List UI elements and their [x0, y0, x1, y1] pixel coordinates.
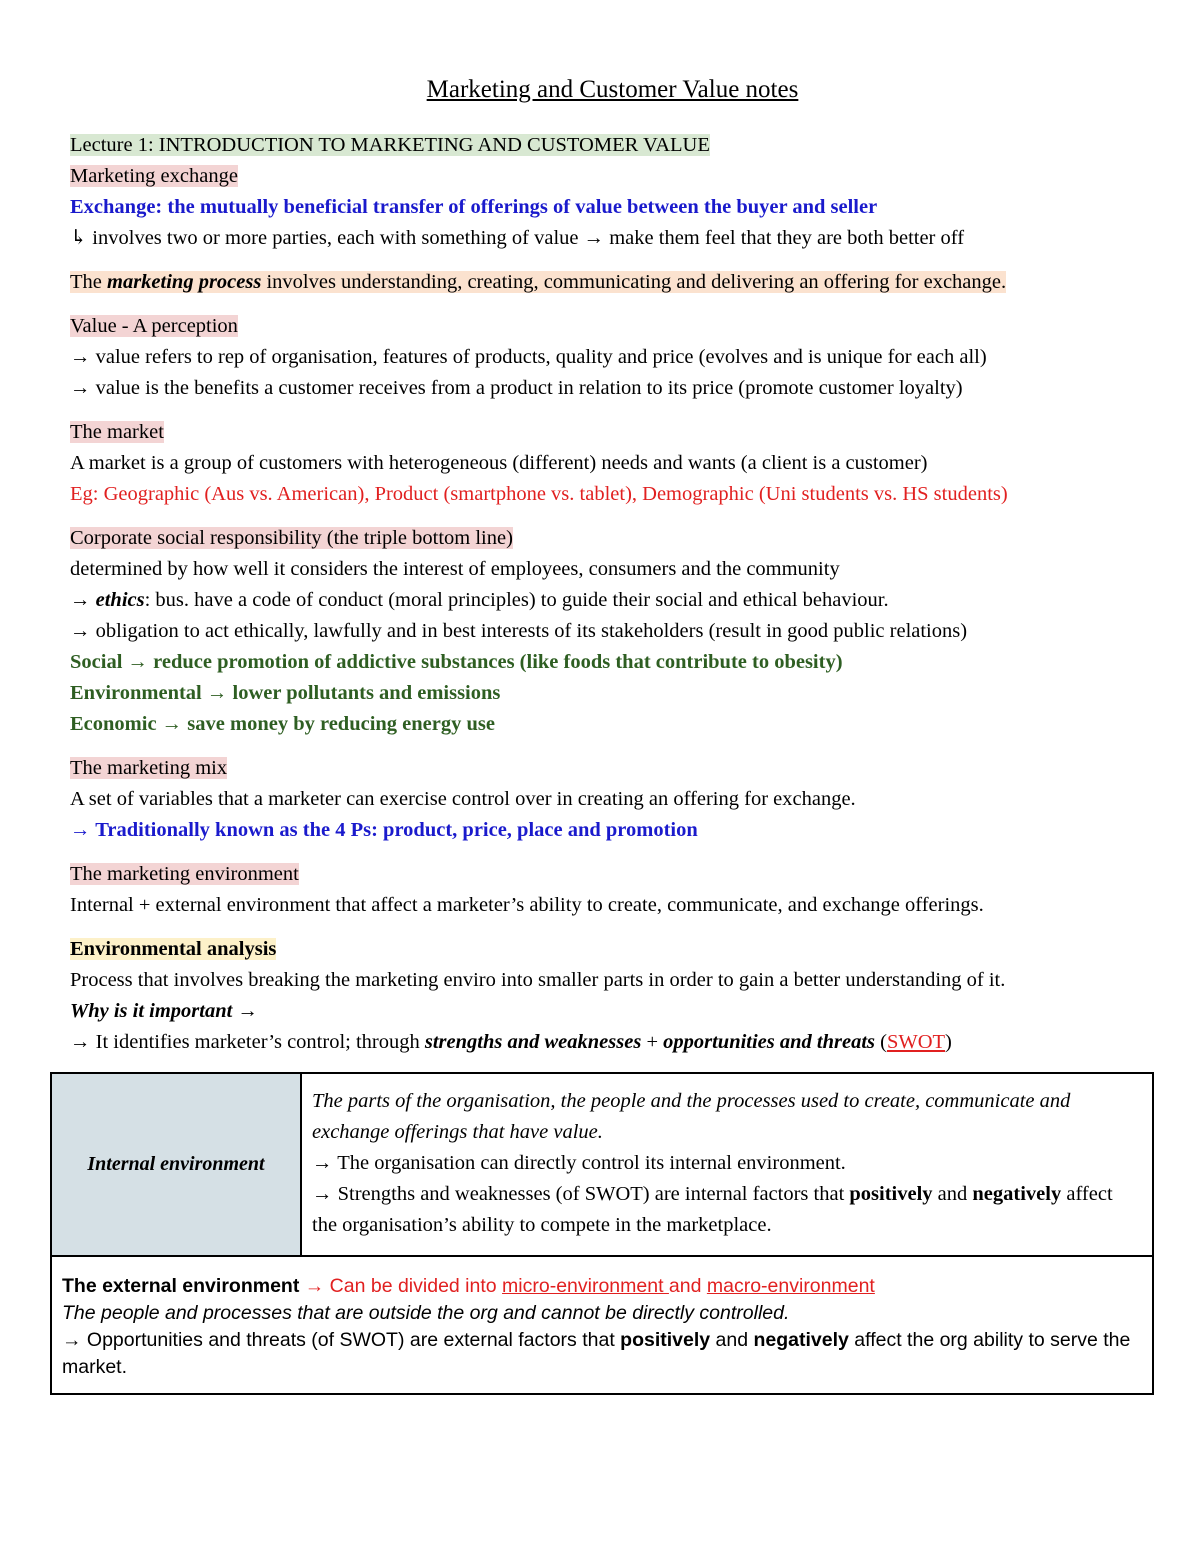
external-heading-line	[62, 1273, 1142, 1300]
document-page	[70, 70, 1155, 1058]
internal-negatively: negatively	[972, 1183, 1062, 1205]
csr-environmental: Environmental → lower pollutants and emissions	[70, 682, 501, 704]
process-text-after: involves understanding, creating, communicating and delivering an offering for exchange.	[261, 271, 1007, 293]
internal-control: → The organisation can directly control its internal environment.	[312, 1152, 846, 1174]
external-arrow-text: → Can be divided into	[299, 1275, 503, 1297]
external-positively: positively	[620, 1329, 711, 1351]
external-ot-pre: → Opportunities and threats (of SWOT) are external factors that	[62, 1329, 621, 1351]
analysis-why: Why is it important →	[70, 1000, 258, 1022]
internal-sw-post: affect the organisation’s ability to compete in the marketplace.	[312, 1183, 1113, 1236]
market-definition: A market is a group of customers with heterogeneous (different) needs and wants (a client is a customer)	[70, 452, 928, 474]
section-heading-value: Value - A perception	[70, 315, 238, 337]
swot-plus: +	[641, 1031, 664, 1053]
external-row	[51, 1256, 1153, 1394]
csr-economic: Economic → save money by reducing energy use	[70, 713, 495, 735]
marketing-process-statement	[70, 271, 1006, 293]
exchange-note: ↳ involves two or more parties, each with something of value → make them feel that they are both better off	[70, 227, 965, 249]
section-heading-mix: The marketing mix	[70, 757, 228, 779]
internal-italic: The parts of the organisation, the people and the processes used to create, communicate and exchange offerings that have value.	[312, 1090, 1071, 1143]
swot-pre: → It identifies marketer’s control; through	[70, 1031, 425, 1053]
external-macro: macro-environment	[706, 1275, 875, 1297]
exchange-definition: Exchange: the mutually beneficial transfer of offerings of value between the buyer and seller	[70, 196, 878, 218]
external-heading: The external environment	[62, 1275, 300, 1297]
value-line-2: → value is the benefits a customer receives from a product in relation to its price (promote customer loyalty)	[70, 377, 963, 399]
section-heading-analysis: Environmental analysis	[70, 938, 277, 960]
external-cell	[51, 1256, 1153, 1394]
internal-and: and	[932, 1183, 973, 1205]
csr-social: Social → reduce promotion of addictive substances (like foods that contribute to obesity)	[70, 651, 843, 673]
swot-open: (	[875, 1031, 887, 1053]
swot-word: SWOT	[886, 1031, 946, 1053]
external-ot-post: affect the org ability to serve the market.	[62, 1329, 1131, 1378]
external-ot	[62, 1327, 1142, 1381]
internal-sw	[312, 1179, 1142, 1241]
external-italic: The people and processes that are outside the org and cannot be directly controlled.	[62, 1302, 790, 1324]
lecture-heading: Lecture 1: INTRODUCTION TO MARKETING AND CUSTOMER VALUE	[70, 134, 710, 156]
page-title: Marketing and Customer Value notes	[426, 76, 799, 103]
internal-positively: positively	[849, 1183, 933, 1205]
external-micro: micro-environment	[502, 1275, 669, 1297]
market-example: Eg: Geographic (Aus vs. American), Product (smartphone vs. tablet), Demographic (Uni students vs. HS students)	[70, 483, 1008, 505]
internal-description	[301, 1073, 1153, 1256]
external-negatively: negatively	[753, 1329, 849, 1351]
internal-label: Internal environment	[51, 1073, 301, 1256]
section-heading-environment: The marketing environment	[70, 863, 299, 885]
analysis-swot-line	[70, 1027, 1155, 1058]
swot-close: )	[945, 1031, 952, 1053]
csr-line-1: determined by how well it considers the interest of employees, consumers and the community	[70, 558, 840, 580]
swot-opportunities: opportunities and threats	[663, 1031, 876, 1053]
csr-line-3: → obligation to act ethically, lawfully and in best interests of its stakeholders (result in good public relations)	[70, 620, 968, 642]
ethics-word: ethics	[95, 589, 145, 611]
internal-row	[51, 1073, 1153, 1256]
csr-ethics-line	[70, 585, 1155, 616]
process-text-before: The	[70, 271, 107, 293]
ethics-arrow: →	[70, 589, 96, 611]
value-line-1: → value refers to rep of organisation, features of products, quality and price (evolves and is unique for each all)	[70, 346, 987, 368]
internal-sw-pre: → Strengths and weaknesses (of SWOT) are internal factors that	[312, 1183, 850, 1205]
swot-strengths: strengths and weaknesses	[424, 1031, 642, 1053]
environment-table	[50, 1072, 1154, 1395]
mix-definition: A set of variables that a marketer can exercise control over in creating an offering for exchange.	[70, 788, 856, 810]
process-emphasis: marketing process	[107, 271, 262, 293]
section-heading-exchange: Marketing exchange	[70, 165, 238, 187]
section-heading-csr: Corporate social responsibility (the triple bottom line)	[70, 527, 513, 549]
section-heading-market: The market	[70, 421, 164, 443]
mix-four-ps: → Traditionally known as the 4 Ps: product, price, place and promotion	[70, 819, 698, 841]
analysis-definition: Process that involves breaking the marketing enviro into smaller parts in order to gain a better understanding of it.	[70, 969, 1006, 991]
environment-definition: Internal + external environment that affect a marketer’s ability to create, communicate, and exchange offerings.	[70, 894, 984, 916]
ethics-rest: : bus. have a code of conduct (moral principles) to guide their social and ethical behaviour.	[144, 589, 889, 611]
external-and: and	[668, 1275, 707, 1297]
external-and2: and	[710, 1329, 754, 1351]
